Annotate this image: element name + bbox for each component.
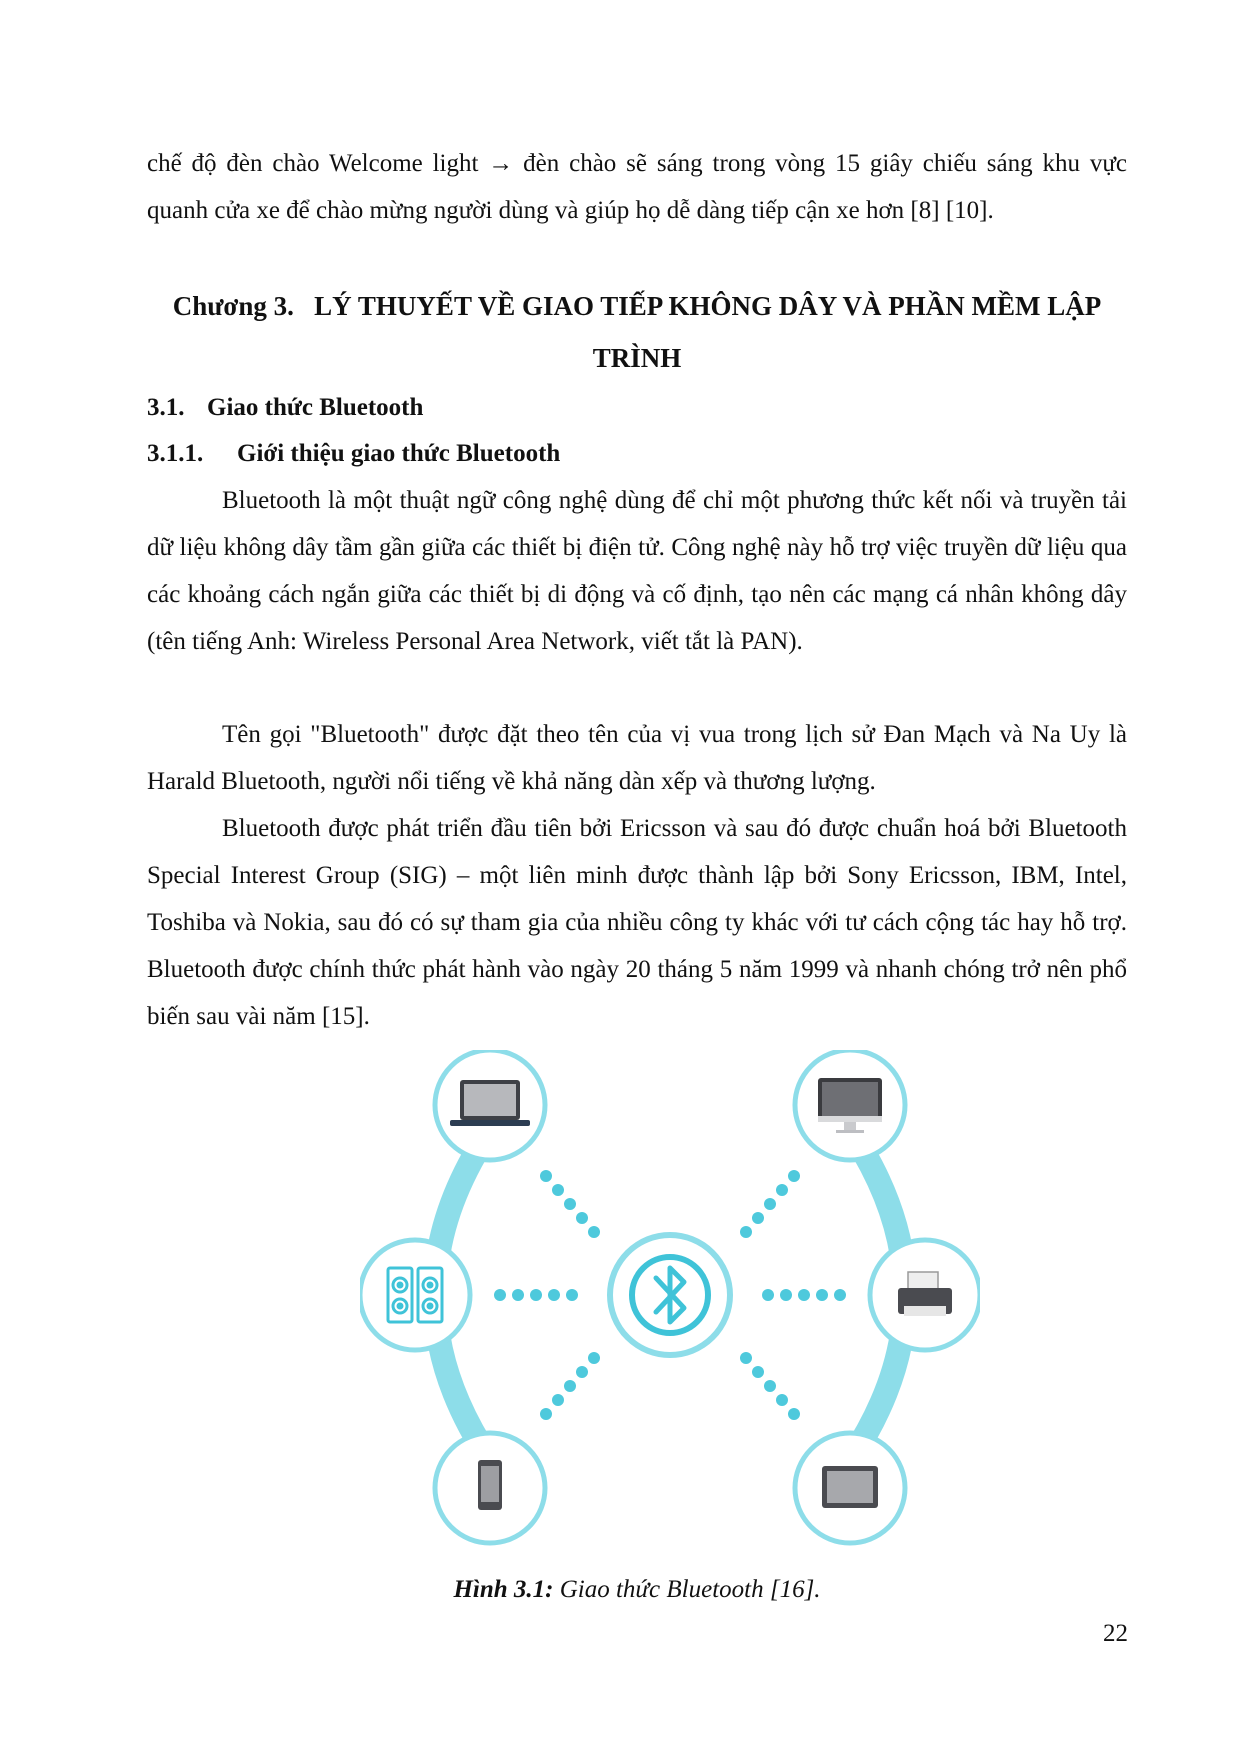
paragraph-name-origin: Tên gọi "Bluetooth" được đặt theo tên của vị vua trong lịch sử Đan Mạch và Na Uy là Harald Bluetooth, người nổi tiếng về khả năng dàn xếp và thương lượng. xyxy=(147,721,1127,795)
laptop-icon xyxy=(450,1080,530,1126)
top-paragraph: chế độ đèn chào Welcome light → đèn chào sẽ sáng trong vòng 15 giây chiếu sáng khu vực quanh cửa xe để chào mừng người dùng và giúp họ dễ dàng tiếp cận xe hơn [8] [10]. xyxy=(147,150,1127,224)
section-number: 3.1. xyxy=(147,394,185,421)
link-left xyxy=(494,1289,578,1301)
chapter-title: LÝ THUYẾT VỀ GIAO TIẾP KHÔNG DÂY VÀ PHẦN MỀM LẬP TRÌNH xyxy=(314,291,1102,373)
caption-label: Hình 3.1: xyxy=(453,1576,554,1603)
link-right xyxy=(762,1289,846,1301)
tablet-icon xyxy=(822,1466,878,1508)
paragraph-history: Bluetooth được phát triển đầu tiên bởi Ericsson và sau đó được chuẩn hoá bởi Bluetooth Special Interest Group (SIG) – một liên minh được thành lập bởi Sony Ericsson, IBM, Intel, Toshiba và Nokia, sau đó có sự tham gia của nhiều công ty khác với tư cách cộng tác hay hỗ trợ. Bluetooth được chính thức phát hành vào ngày 20 tháng 5 năm 1999 và nhanh chóng trở nên phổ biến sau vài năm [15]. xyxy=(147,815,1127,1030)
link-bottom-left xyxy=(540,1352,600,1420)
speakers-node xyxy=(360,1240,470,1350)
subsection-title: Giới thiệu giao thức Bluetooth xyxy=(237,440,561,467)
section-heading xyxy=(147,384,423,431)
phone-icon xyxy=(478,1460,502,1510)
paragraph-intro: Bluetooth là một thuật ngữ công nghệ dùng để chỉ một phương thức kết nối và truyền tải dữ liệu không dây tầm gần giữa các thiết bị điện tử. Công nghệ này hỗ trợ việc truyền dữ liệu qua các khoảng cách ngắn giữa các thiết bị di động và cố định, tạo nên các mạng cá nhân không dây (tên tiếng Anh: Wireless Personal Area Network, viết tắt là PAN). xyxy=(147,487,1127,655)
subsection-number: 3.1.1. xyxy=(147,440,204,467)
section-title: Giao thức Bluetooth xyxy=(207,394,424,421)
link-bottom-right xyxy=(740,1352,800,1420)
link-top-left xyxy=(540,1170,600,1238)
bluetooth-figure xyxy=(360,1050,980,1550)
figure-caption xyxy=(147,1570,1127,1610)
chapter-label: Chương 3. xyxy=(172,291,294,321)
chapter-heading xyxy=(147,280,1127,384)
page-number: 22 xyxy=(1103,1620,1128,1647)
subsection-heading xyxy=(147,430,560,477)
link-top-right xyxy=(740,1170,800,1238)
caption-text: Giao thức Bluetooth [16]. xyxy=(553,1576,821,1603)
